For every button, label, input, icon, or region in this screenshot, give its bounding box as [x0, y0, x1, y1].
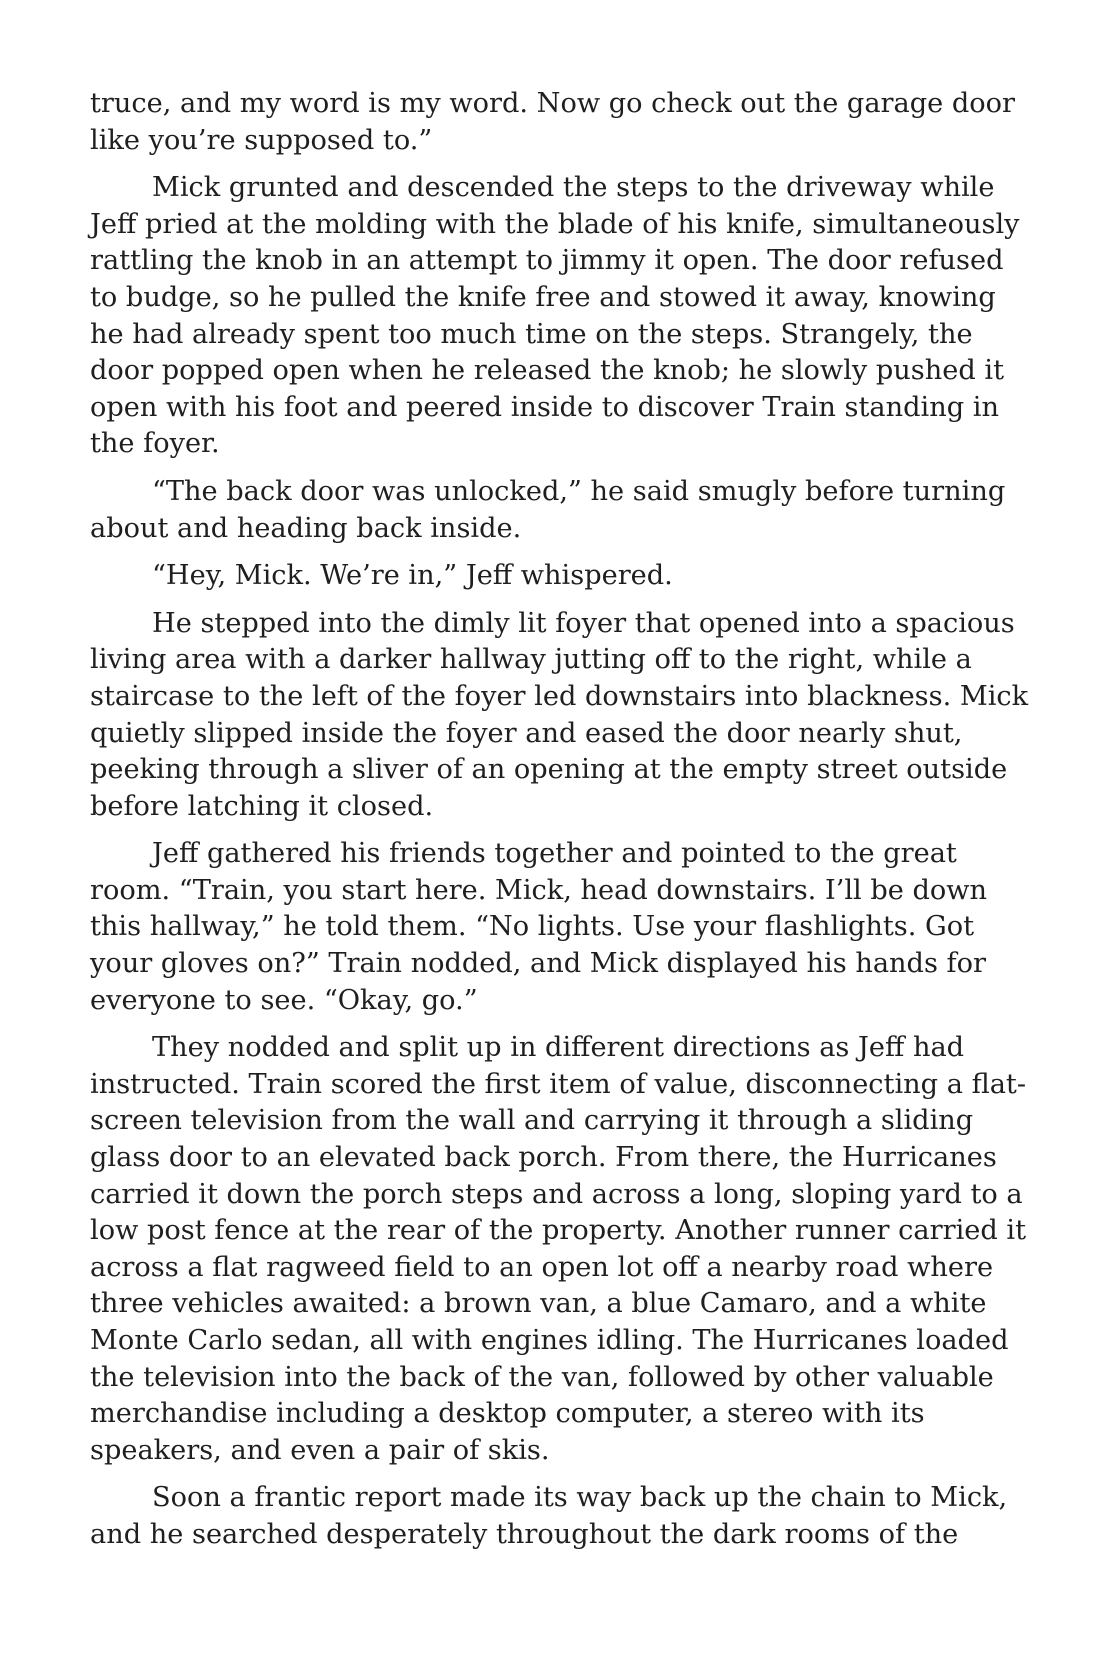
- paragraph-4: [90, 558, 1022, 595]
- text-line: truce, and my word is my word. Now go check out the garage door: [90, 88, 1016, 119]
- text-line: screen television from the wall and carrying it through a sliding: [90, 1105, 974, 1137]
- text-line: low post fence at the rear of the property. Another runner carried it: [90, 1215, 1027, 1247]
- text-line: about and heading back inside.: [90, 512, 522, 544]
- text-line: “The back door was unlocked,” he said smugly before turning: [152, 475, 1006, 507]
- text-line: rattling the knob in an attempt to jimmy it open. The door refused: [90, 245, 1004, 277]
- text-line: Monte Carlo sedan, all with engines idling. The Hurricanes loaded: [90, 1325, 1009, 1356]
- paragraph-7: [90, 1030, 1027, 1469]
- text-line: door popped open when he released the knob; he slowly pushed it: [90, 355, 1005, 387]
- text-line: open with his foot and peered inside to discover Train standing in: [90, 391, 1000, 423]
- text-line: He stepped into the dimly lit foyer that opened into a spacious: [152, 607, 1015, 639]
- text-line: like you’re supposed to.”: [90, 124, 433, 156]
- text-line: Mick grunted and descended the steps to the driveway while: [152, 172, 995, 204]
- paragraph-8: [90, 1480, 1022, 1553]
- text-line: this hallway,” he told them. “No lights. Use your flashlights. Got: [90, 911, 975, 943]
- text-line: to budge, so he pulled the knife free and stowed it away, knowing: [90, 281, 996, 313]
- text-line: merchandise including a desktop computer, a stereo with its: [90, 1398, 925, 1430]
- text-line: Jeff gathered his friends together and pointed to the great: [152, 838, 957, 870]
- text-line: the television into the back of the van, followed by other valuable: [90, 1361, 994, 1393]
- text-line: three vehicles awaited: a brown van, a blue Camaro, and a white: [90, 1288, 987, 1320]
- paragraph-3: [90, 474, 1022, 547]
- text-line: glass door to an elevated back porch. From there, the Hurricanes: [90, 1142, 997, 1174]
- text-line: instructed. Train scored the first item of value, disconnecting a flat-: [90, 1068, 1027, 1100]
- text-line: speakers, and even a pair of skis.: [90, 1434, 550, 1466]
- paragraph-1: [90, 86, 1022, 159]
- paragraph-2: [90, 170, 1022, 463]
- text-line: quietly slipped inside the foyer and eased the door nearly shut,: [90, 717, 963, 749]
- text-line: Jeff pried at the molding with the blade of his knife, simultaneously: [90, 208, 1020, 240]
- text-line: staircase to the left of the foyer led downstairs into blackness. Mick: [90, 680, 1029, 712]
- text-line: everyone to see. “Okay, go.”: [90, 984, 478, 1016]
- paragraph-6: [90, 836, 1022, 1019]
- text-line: and he searched desperately throughout the dark rooms of the: [90, 1518, 959, 1550]
- text-line: living area with a darker hallway jutting off to the right, while a: [90, 644, 972, 676]
- text-line: carried it down the porch steps and across a long, sloping yard to a: [90, 1178, 1023, 1210]
- text-line: your gloves on?” Train nodded, and Mick displayed his hands for: [90, 948, 986, 980]
- book-page: [90, 86, 1029, 1565]
- text-line: peeking through a sliver of an opening at the empty street outside: [90, 754, 1008, 786]
- text-line: across a flat ragweed field to an open lot off a nearby road where: [90, 1251, 994, 1283]
- text-line: the foyer.: [90, 428, 220, 460]
- text-line: Soon a frantic report made its way back up the chain to Mick,: [152, 1482, 1008, 1514]
- text-line: They nodded and split up in different directions as Jeff had: [152, 1032, 965, 1064]
- text-line: “Hey, Mick. We’re in,” Jeff whispered.: [152, 560, 673, 592]
- text-line: he had already spent too much time on the steps. Strangely, the: [90, 318, 973, 350]
- paragraph-5: [90, 606, 1029, 826]
- text-line: room. “Train, you start here. Mick, head downstairs. I’ll be down: [90, 874, 988, 906]
- text-line: before latching it closed.: [90, 790, 434, 822]
